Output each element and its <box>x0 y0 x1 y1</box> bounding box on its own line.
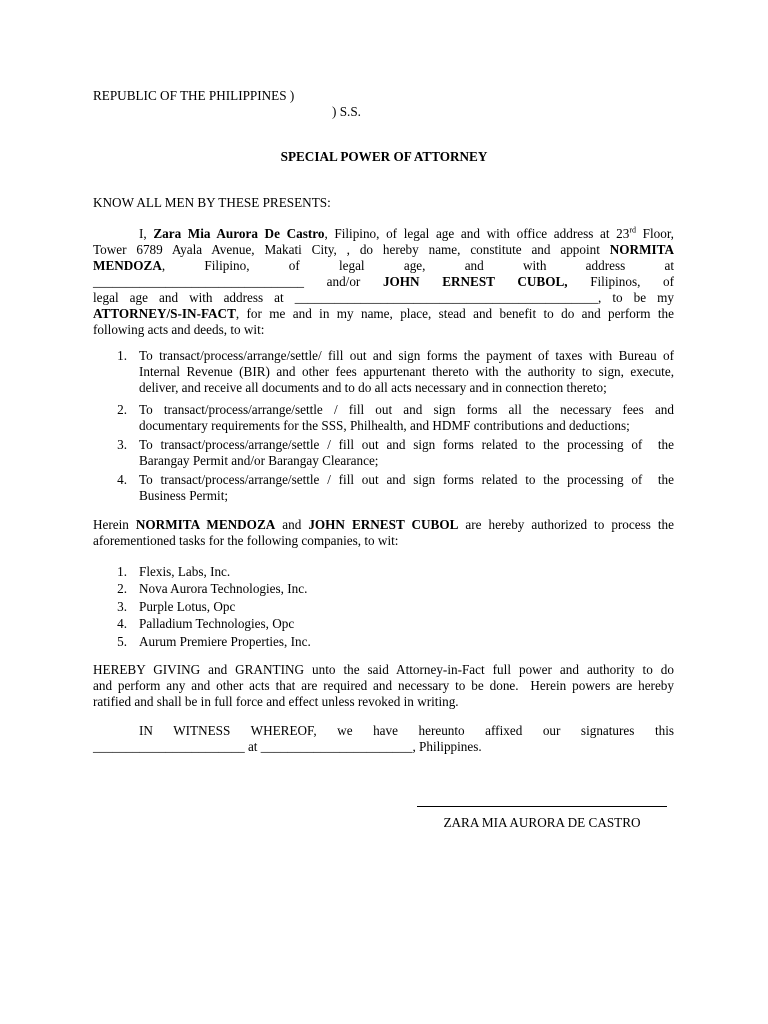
authorization-line-2: aforementioned tasks for the following companies, to wit: <box>93 533 399 548</box>
act-text: To transact/process/arrange/settle / fill out and sign forms all the necessary fees and documentary requirements for the SSS, Philhealth, and HDMF contributions and deductions; <box>139 402 674 433</box>
company-number: 4. <box>117 616 127 631</box>
salutation: KNOW ALL MEN BY THESE PRESENTS: <box>93 195 331 210</box>
company-item-4 <box>93 616 674 632</box>
company-name: Flexis, Labs, Inc. <box>139 564 231 579</box>
attorney-2-address-blank: ______________________________________________ <box>294 290 599 305</box>
witness-line-1: IN WITNESS WHEREOF, we have hereunto affixed our signatures this <box>139 723 674 738</box>
venue-line-2: ) S.S. <box>332 104 361 119</box>
attorney-title: ATTORNEY/S-IN-FACT <box>93 306 236 321</box>
authorized-name-2: JOHN ERNEST CUBOL <box>308 517 459 532</box>
company-number: 1. <box>117 564 127 579</box>
act-number: 1. <box>117 348 127 363</box>
grant-line-3: MENDOZA, Filipino, of legal age, and with address at <box>93 258 674 273</box>
place-blank: _______________________ <box>260 739 413 754</box>
attorney-2-name: JOHN ERNEST CUBOL, <box>382 274 568 289</box>
principal-name: Zara Mia Aurora De Castro <box>153 226 325 241</box>
company-name: Nova Aurora Technologies, Inc. <box>139 581 308 596</box>
act-number: 2. <box>117 402 127 417</box>
signatory-name: ZARA MIA AURORA DE CASTRO <box>443 815 641 830</box>
signature-line <box>417 806 667 807</box>
act-number: 4. <box>117 472 127 487</box>
company-number: 5. <box>117 634 127 649</box>
act-item-3 <box>93 437 674 471</box>
attorney-1-first-name: NORMITA <box>609 242 674 257</box>
witness-paragraph <box>93 723 674 755</box>
grant-line-1: I, Zara Mia Aurora De Castro, Filipino, of legal age and with office address at 23rd Floor, <box>139 225 674 241</box>
act-item-1 <box>93 348 674 398</box>
company-item-1 <box>93 564 674 580</box>
grant-line-5: legal age and with address at ______________________________________________, to be my <box>93 290 674 305</box>
act-item-4 <box>93 472 674 506</box>
company-number: 2. <box>117 581 127 596</box>
grant-line-2: Tower 6789 Ayala Avenue, Makati City, , do hereby name, constitute and appoint NORMITA <box>93 242 674 257</box>
company-name: Aurum Premiere Properties, Inc. <box>139 634 311 649</box>
date-blank: _______________________ <box>93 739 245 754</box>
authorized-name-1: NORMITA MENDOZA <box>135 517 276 532</box>
act-item-2 <box>93 402 674 436</box>
company-name: Purple Lotus, Opc <box>139 599 236 614</box>
act-text: To transact/process/arrange/settle/ fill out and sign forms the payment of taxes with Bureau of Internal Revenue (BIR) and other fees appurtenant thereto with the authority to sign, execute, deliver, and receive all documents and to do all acts necessary and in connection thereto; <box>139 348 674 395</box>
document-title: SPECIAL POWER OF ATTORNEY <box>280 149 488 164</box>
act-text: To transact/process/arrange/settle / fill out and sign forms related to the processing of the Business Permit; <box>139 472 674 503</box>
attorney-1-last-name: MENDOZA <box>93 258 162 273</box>
grant-line-4: ________________________________ and/or JOHN ERNEST CUBOL, Filipinos, of <box>93 274 674 289</box>
grant-paragraph <box>93 226 674 338</box>
witness-line-2: _______________________ at _______________________, Philippines. <box>93 739 482 754</box>
grant-line-7: following acts and deeds, to wit: <box>93 322 265 337</box>
company-item-2 <box>93 581 674 597</box>
authorization-paragraph <box>93 517 674 549</box>
giving-paragraph: HEREBY GIVING and GRANTING unto the said Attorney-in-Fact full power and authority to do and perform any and other acts that are required and necessary to be done. Herein powers are hereby ratified and shall be in full force and effect unless revoked in writing. <box>93 662 674 709</box>
company-name: Palladium Technologies, Opc <box>139 616 295 631</box>
company-number: 3. <box>117 599 127 614</box>
company-item-5 <box>93 634 674 650</box>
act-number: 3. <box>117 437 127 452</box>
act-text: To transact/process/arrange/settle / fill out and sign forms related to the processing of the Barangay Permit and/or Barangay Clearance; <box>139 437 674 468</box>
grant-line-6: ATTORNEY/S-IN-FACT, for me and in my name, place, stead and benefit to do and perform the <box>93 306 674 321</box>
venue-line-1: REPUBLIC OF THE PHILIPPINES ) <box>93 88 295 103</box>
authorization-line-1: Herein NORMITA MENDOZA and JOHN ERNEST CUBOL are hereby authorized to process the <box>93 517 674 532</box>
attorney-1-address-blank: ________________________________ <box>93 274 304 289</box>
company-item-3 <box>93 599 674 615</box>
